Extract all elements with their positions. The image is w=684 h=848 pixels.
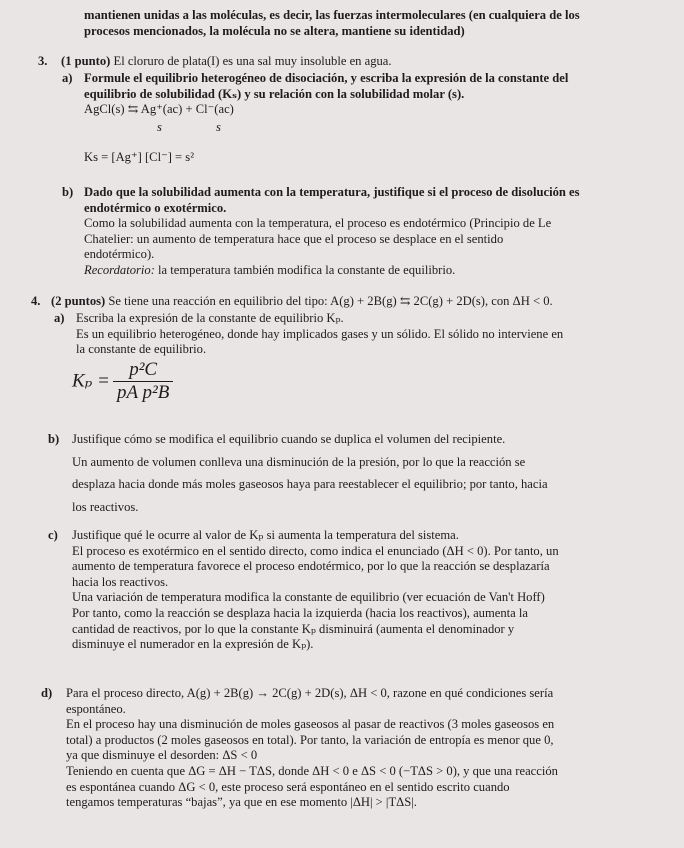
question-4a-question: Escriba la expresión de la constante de equilibrio Kₚ. [76, 311, 344, 325]
question-3b-text [84, 185, 634, 279]
question-4c-p2-line-4: disminuye el numerador en la expresión de Kₚ). [72, 637, 314, 652]
kp-formula-lhs: Kₚ = [72, 370, 110, 392]
question-4a-text [76, 311, 636, 358]
question-4b-letter: b) [48, 432, 60, 446]
question-4-text: Se tiene una reacción en equilibrio del tipo: A(g) + 2B(g) ⇆ 2C(g) + 2D(s), con ΔH < 0. [108, 294, 553, 308]
question-3a-letter: a) [62, 71, 73, 85]
question-4c-p1-line-2: aumento de temperatura favorece el proceso endotérmico, por lo que la reacción se desplazaría [72, 559, 550, 574]
question-4c-text [72, 528, 637, 653]
question-4d-answer-1: En el proceso hay una disminución de moles gaseosos al pasar de reactivos (3 moles gaseosos en [66, 717, 555, 732]
question-3b-reminder [84, 263, 634, 279]
question-4c-p2-line-3: cantidad de reactivos, por lo que la constante Kₚ disminuirá (aumenta el denominador y [72, 621, 515, 636]
question-4d-question-2: espontáneo. [66, 701, 126, 716]
question-4d-answer-3: ya que disminuye el desorden: ΔS < 0 [66, 748, 258, 763]
kp-formula-numerator: p²C [113, 362, 173, 382]
question-3a-solubility-s1: s [157, 120, 162, 134]
question-4d-text [66, 686, 641, 811]
question-3b-reminder-text: la temperatura también modifica la constante de equilibrio. [158, 262, 456, 277]
question-3a-text [84, 71, 644, 118]
question-4c-question: Justifique qué le ocurre al valor de Kₚ si aumenta la temperatura del sistema. [72, 528, 459, 542]
question-3b-answer-2: Chatelier: un aumento de temperatura hace que el proceso se desplace en el sentido [84, 231, 504, 246]
question-3b-letter: b) [62, 185, 74, 199]
question-3a-line-1: Formule el equilibrio heterogéneo de disociación, y escriba la expresión de la constante del [84, 71, 569, 85]
question-4b-answer-3: los reactivos. [72, 499, 139, 514]
question-3b-answer-1: Como la solubilidad aumenta con la temperatura, el proceso es endotérmico (Principio de Le [84, 216, 552, 231]
question-4-number: 4. [31, 294, 41, 308]
question-4c-p2-line-2: Por tanto, como la reacción se desplaza hacia la izquierda (hacia los reactivos), aumenta la [72, 605, 528, 620]
question-4c-letter: c) [48, 528, 58, 542]
question-4a-answer-2: la constante de equilibrio. [76, 342, 207, 357]
question-4b-question: Justifique cómo se modifica el equilibrio cuando se duplica el volumen del recipiente. [72, 432, 506, 446]
question-3a-ks-expression: Ks = [Ag⁺] [Cl⁻] = s² [84, 150, 194, 164]
question-4c-p1-line-1: El proceso es exotérmico en el sentido directo, como indica el enunciado (ΔH < 0). Por tanto, un [72, 543, 559, 558]
question-4d-answer-6: tengamos temperaturas “bajas”, ya que en ese momento |ΔH| > |TΔS|. [66, 795, 417, 810]
question-4c-p2-line-1: Una variación de temperatura modifica la constante de equilibrio (ver ecuación de Van't Hoff) [72, 590, 545, 605]
question-3a-line-2: equilibrio de solubilidad (Kₛ) y su relación con la solubilidad molar (s). [84, 86, 465, 101]
question-4d-answer-5: es espontánea cuando ΔG < 0, este proceso será espontáneo en el sentido escrito cuando [66, 779, 510, 794]
question-4-points: (2 puntos) [51, 294, 106, 308]
question-3b-reminder-label: Recordatorio: [84, 262, 155, 277]
question-3b-line-2: endotérmico o exotérmico. [84, 200, 227, 215]
intro-line-1: mantienen unidas a las moléculas, es decir, las fuerzas intermoleculares (en cualquiera de los [84, 8, 580, 22]
kp-formula-fraction [113, 359, 173, 403]
question-4-statement [51, 294, 651, 310]
question-3-number: 3. [38, 54, 48, 68]
intro-line-2: procesos mencionados, la molécula no se altera, mantiene su identidad) [84, 23, 465, 38]
question-4b-answer-1: Un aumento de volumen conlleva una disminución de la presión, por lo que la reacción se [72, 454, 526, 469]
intro-paragraph [84, 8, 644, 39]
kp-formula-denominator: pA p²B [117, 381, 170, 403]
question-3a-solubility-s2: s [216, 120, 221, 134]
question-4d-question-1: Para el proceso directo, A(g) + 2B(g) → 2C(g) + 2D(s), ΔH < 0, razone en qué condiciones sería [66, 686, 554, 700]
kp-formula [72, 359, 173, 403]
question-3-points: (1 punto) [61, 54, 111, 68]
question-4a-answer-1: Es un equilibrio heterogéneo, donde hay implicados gases y un sólido. El sólido no interviene en [76, 326, 564, 341]
question-4c-p1-line-3: hacia los reactivos. [72, 574, 169, 589]
question-4d-answer-4: Teniendo en cuenta que ΔG = ΔH − TΔS, donde ΔH < 0 e ΔS < 0 (−TΔS > 0), y que una reacción [66, 763, 558, 778]
question-3-text: El cloruro de plata(I) es una sal muy insoluble en agua. [113, 54, 392, 68]
question-4a-letter: a) [54, 311, 65, 325]
question-4d-answer-2: total) a productos (2 moles gaseosos en total). Por tanto, la variación de entropía es menor que 0, [66, 732, 554, 747]
question-3b-answer-3: endotérmico). [84, 247, 155, 262]
question-3a-equation: AgCl(s) ⇆ Ag⁺(ac) + Cl⁻(ac) [84, 102, 234, 117]
question-4b-text [72, 428, 637, 518]
question-4d-letter: d) [41, 686, 53, 700]
question-3-statement [61, 54, 621, 70]
question-3b-line-1: Dado que la solubilidad aumenta con la temperatura, justifique si el proceso de disolución es [84, 185, 580, 199]
question-4b-answer-2: desplaza hacia donde más moles gaseosos haya para reestablecer el equilibrio; por tanto, hacia [72, 477, 548, 491]
